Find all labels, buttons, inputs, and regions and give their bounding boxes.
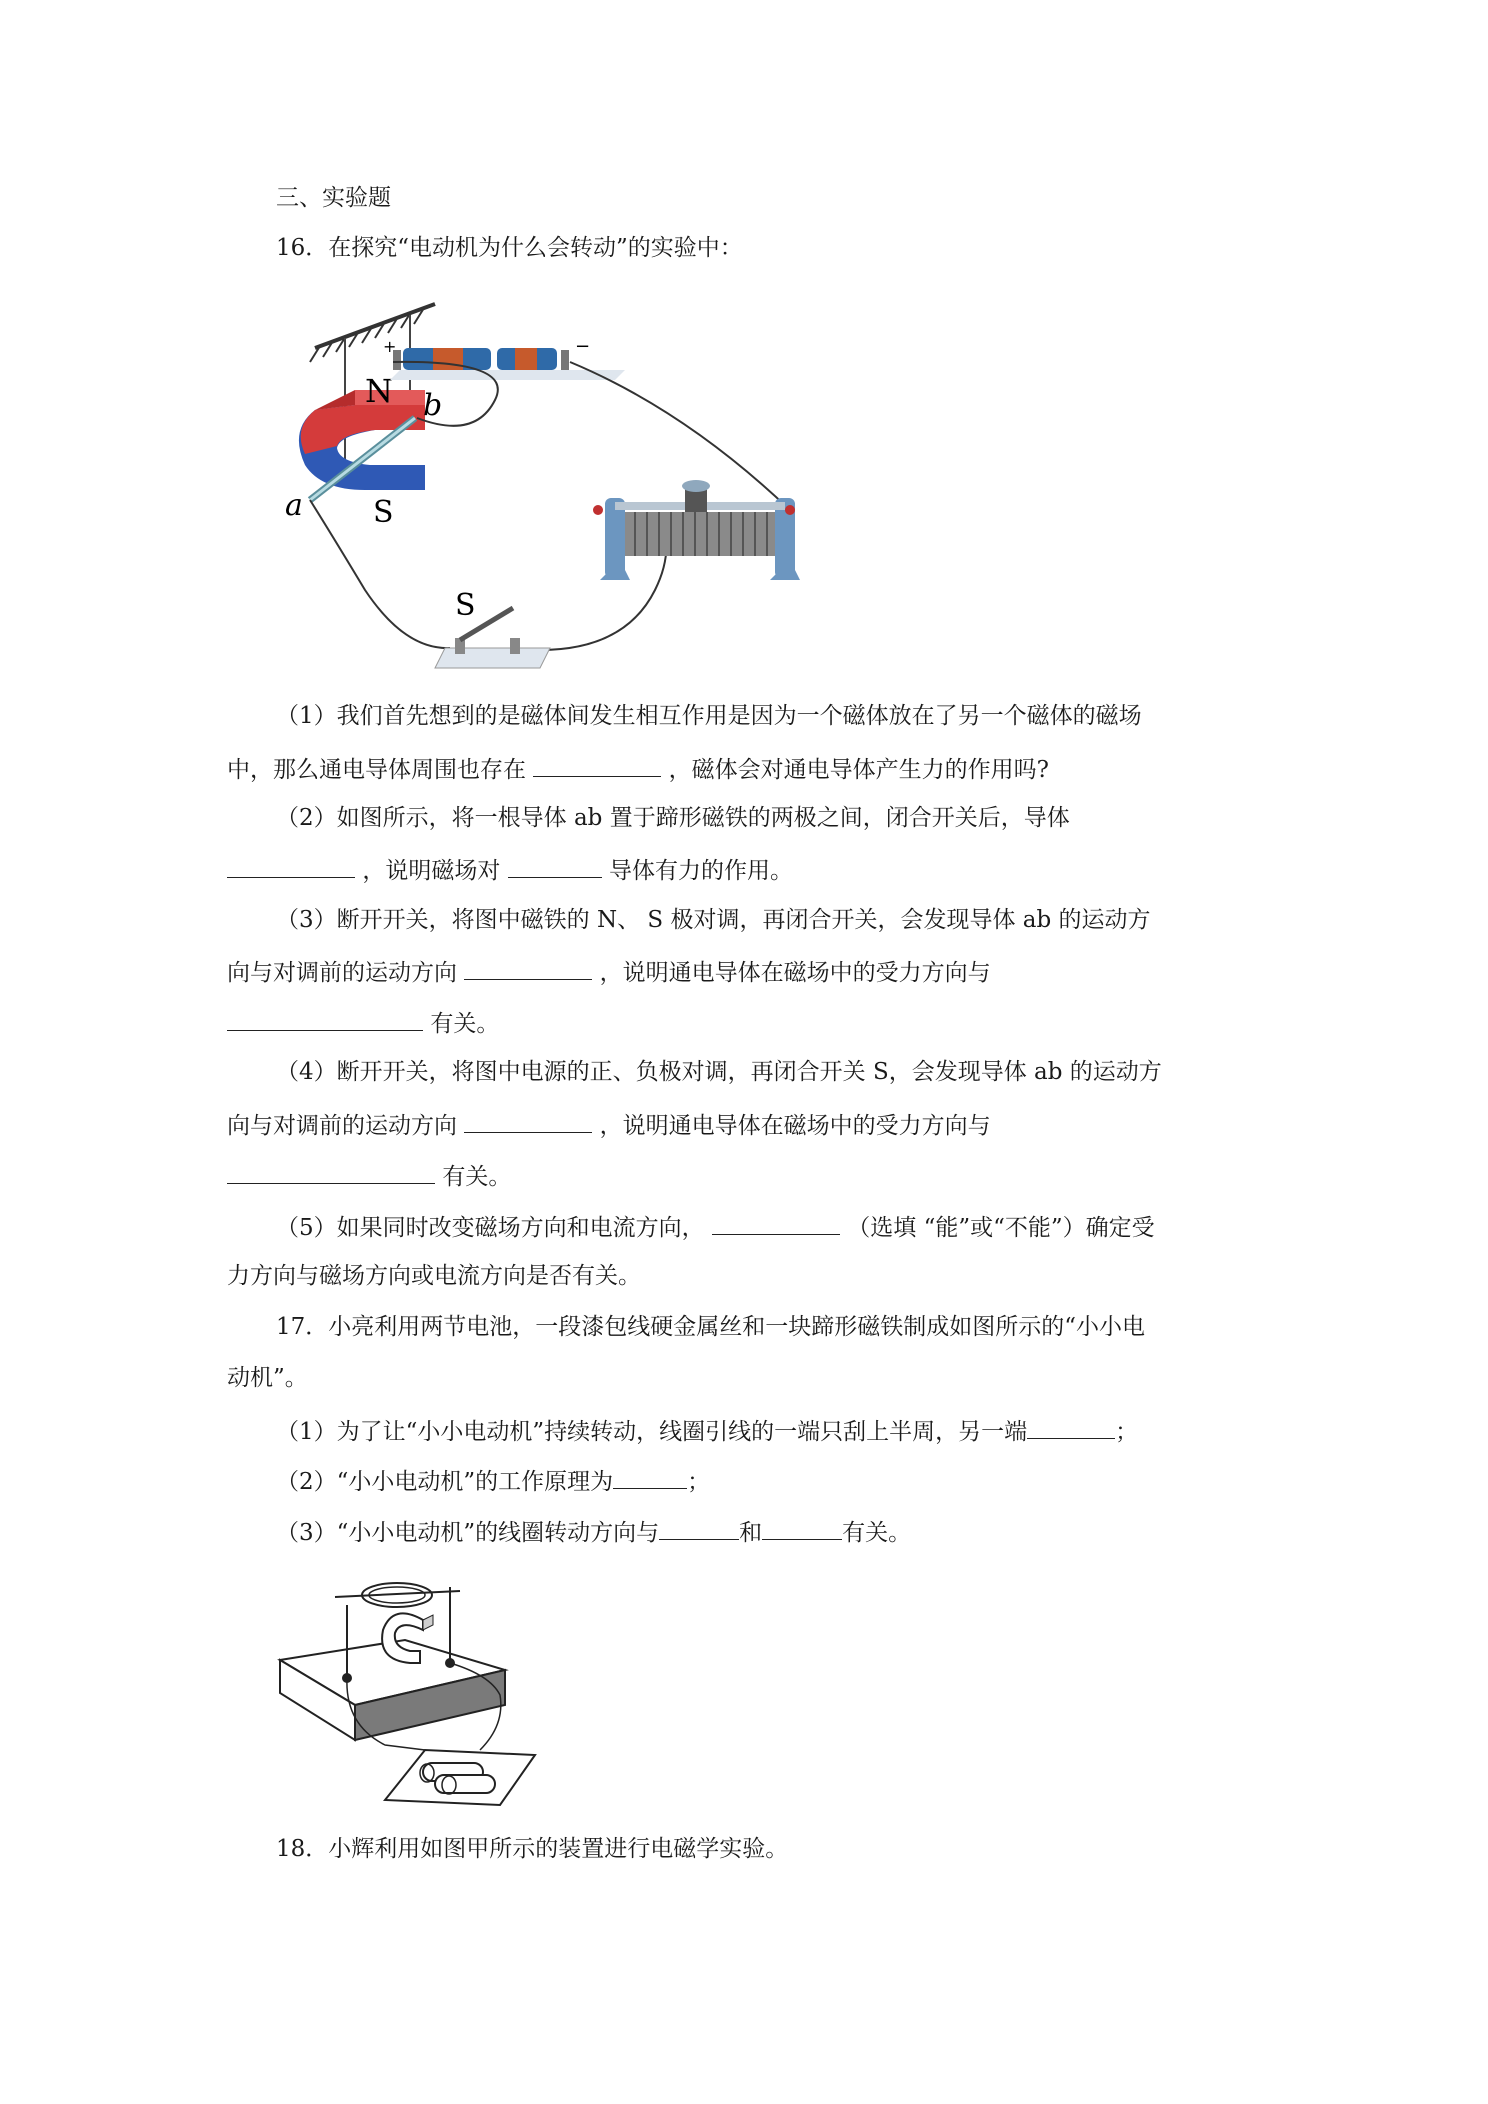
answer-blank[interactable] <box>508 853 602 878</box>
answer-blank[interactable] <box>712 1210 840 1235</box>
q16-stem: 16．在探究“电动机为什么会转动”的实验中： <box>276 235 743 261</box>
answer-blank[interactable] <box>1027 1414 1115 1439</box>
q16-p2-line2: ，说明磁场对 导体有力的作用。 <box>227 853 793 886</box>
end-b-label: b <box>423 388 443 423</box>
section-title: 三、实验题 <box>276 185 391 211</box>
rheostat-icon <box>593 480 800 580</box>
q16-p2-line1: （2）如图所示，将一根导体 ab 置于蹄形磁铁的两极之间，闭合开关后，导体 <box>276 805 1070 831</box>
answer-blank[interactable] <box>533 752 661 777</box>
pole-s-label: S <box>373 495 394 530</box>
q17-p2: （2）“小小电动机”的工作原理为 ； <box>276 1464 710 1497</box>
answer-blank[interactable] <box>659 1515 739 1540</box>
plus-label: + <box>383 337 397 356</box>
answer-blank[interactable] <box>227 1159 435 1184</box>
q16-p5-line1: （5）如果同时改变磁场方向和电流方向， （选填 “能”或“不能”）确定受 <box>276 1210 1155 1243</box>
end-a-label: a <box>285 488 303 523</box>
answer-blank[interactable] <box>227 853 355 878</box>
q17-p1: （1）为了让“小小电动机”持续转动，线圈引线的一端只刮上半周，另一端 ； <box>276 1414 1138 1447</box>
answer-blank[interactable] <box>227 1006 423 1031</box>
pole-n-label: N <box>365 372 393 410</box>
q17-stem-line2: 动机”。 <box>227 1365 308 1391</box>
q16-p3-line2: 向与对调前的运动方向 ，说明通电导体在磁场中的受力方向与 <box>227 955 991 988</box>
q16-p1-line1: （1）我们首先想到的是磁体间发生相互作用是因为一个磁体放在了另一个磁体的磁场 <box>276 703 1142 729</box>
q18-stem: 18．小辉利用如图甲所示的装置进行电磁学实验。 <box>276 1836 789 1862</box>
q16-p5-line2: 力方向与磁场方向或电流方向是否有关。 <box>227 1263 641 1289</box>
q16-p1-line2: 中，那么通电导体周围也存在 ，磁体会对通电导体产生力的作用吗? <box>227 752 1049 785</box>
answer-blank[interactable] <box>762 1515 842 1540</box>
answer-blank[interactable] <box>464 1108 592 1133</box>
q16-p3-line1: （3）断开开关，将图中磁铁的 N、 S 极对调，再闭合开关，会发现导体 ab 的运动方 <box>276 907 1151 933</box>
minus-label: − <box>575 336 591 357</box>
horseshoe-magnet-icon <box>299 390 425 490</box>
switch-label: S <box>455 588 476 623</box>
q16-p4-line3: 有关。 <box>227 1159 511 1192</box>
switch-icon <box>435 608 550 668</box>
q17-small-motor-figure <box>275 1575 545 1820</box>
answer-blank[interactable] <box>613 1464 687 1489</box>
q16-circuit-figure <box>275 290 815 680</box>
answer-blank[interactable] <box>464 955 592 980</box>
q16-p4-line2: 向与对调前的运动方向 ，说明通电导体在磁场中的受力方向与 <box>227 1108 991 1141</box>
q17-stem-line1: 17．小亮利用两节电池，一段漆包线硬金属丝和一块蹄形磁铁制成如图所示的“小小电 <box>276 1314 1146 1340</box>
q16-p3-line3: 有关。 <box>227 1006 499 1039</box>
q17-p3: （3）“小小电动机”的线圈转动方向与 和 有关。 <box>276 1515 911 1548</box>
q16-p4-line1: （4）断开开关，将图中电源的正、负极对调，再闭合开关 S，会发现导体 ab 的运动方 <box>276 1059 1162 1085</box>
